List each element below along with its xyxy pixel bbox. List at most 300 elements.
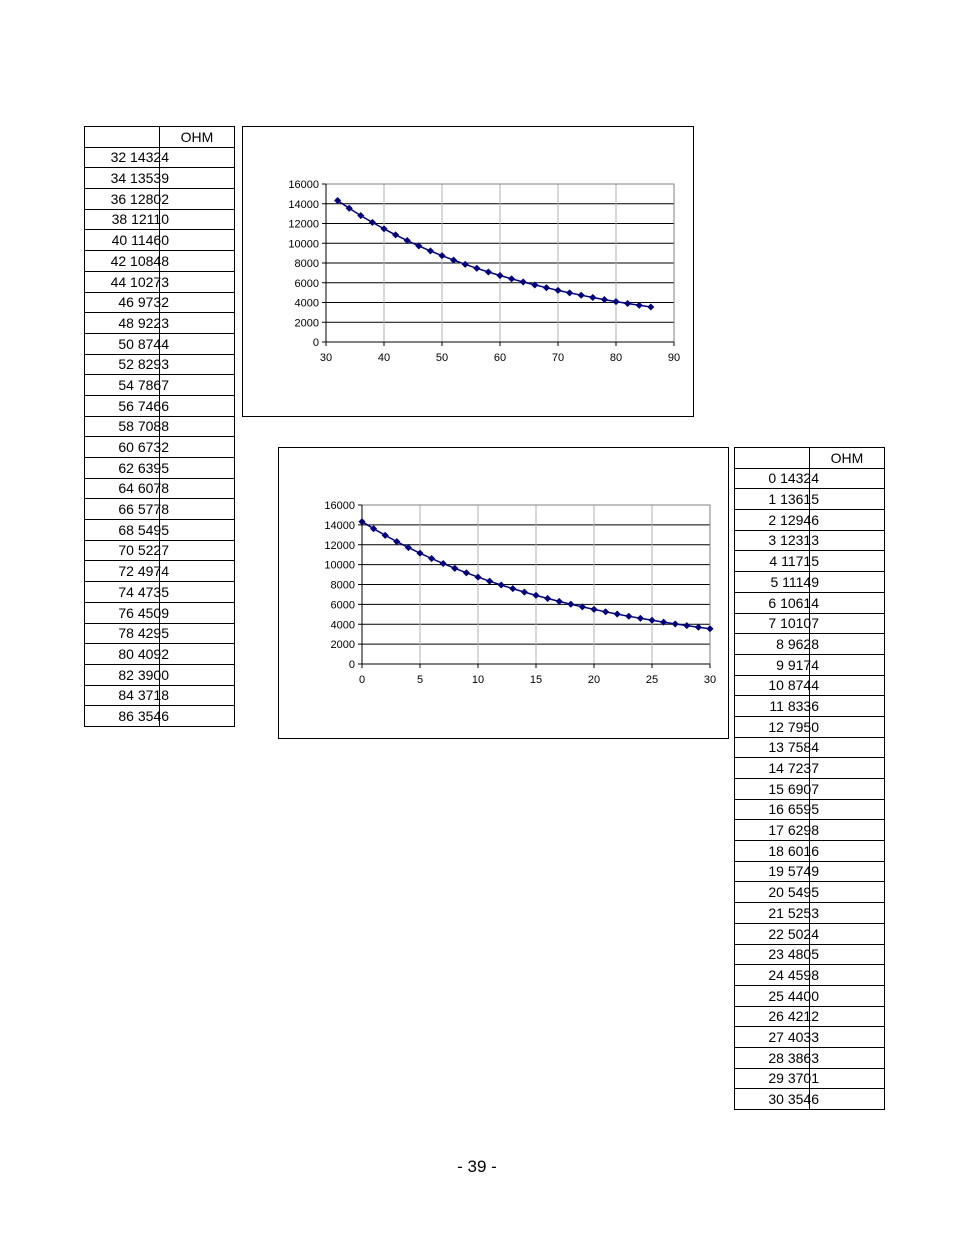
cell-text: 16 6595: [768, 801, 819, 818]
data-point: [508, 276, 515, 283]
table-cell-value: [85, 313, 169, 334]
header-cell-blank: [85, 127, 160, 148]
table-row: [735, 737, 885, 758]
cell-text: 64 6078: [118, 480, 169, 497]
table-row: [735, 820, 885, 841]
cell-text: 27 4033: [768, 1028, 819, 1045]
data-point: [474, 265, 481, 272]
data-point: [510, 585, 517, 592]
table-cell-value: [735, 468, 819, 489]
table-cell-empty: [810, 923, 885, 944]
data-point: [613, 298, 620, 305]
x-tick-label: 40: [377, 352, 391, 364]
cell-text: 50 8744: [118, 335, 169, 352]
data-point: [450, 257, 457, 264]
cell-text: 11 8336: [769, 697, 819, 714]
x-tick-label: 30: [703, 674, 717, 686]
data-point: [405, 544, 412, 551]
table-row: [735, 592, 885, 613]
table-cell-value: [85, 292, 169, 313]
table-cell-empty: [810, 985, 885, 1006]
x-tick-label: 10: [471, 674, 485, 686]
table-cell-value: [735, 489, 819, 510]
data-point: [578, 292, 585, 299]
y-tick-label: 12000: [288, 218, 319, 231]
data-point: [417, 550, 424, 557]
y-tick-label: 10000: [288, 238, 319, 251]
table-row: [85, 499, 235, 520]
table-cell-value: [85, 664, 169, 685]
y-tick-label: 2000: [330, 639, 355, 652]
table-cell-empty: [810, 779, 885, 800]
table-cell-empty: [810, 675, 885, 696]
cell-text: 48 9223: [118, 314, 169, 331]
table-row: [85, 189, 235, 210]
cell-text: 72 4974: [118, 563, 169, 580]
cell-text: 80 4092: [118, 645, 169, 662]
table-cell-empty: [810, 696, 885, 717]
table-row: [735, 510, 885, 531]
table-cell-empty: [810, 882, 885, 903]
cell-text: 82 3900: [118, 666, 169, 683]
table-row: [85, 644, 235, 665]
chart-2-svg: [279, 448, 728, 738]
table-cell-empty: [160, 209, 235, 230]
table-cell-value: [85, 333, 169, 354]
y-tick-label: 2000: [294, 317, 319, 330]
data-point: [544, 595, 551, 602]
table-cell-empty: [810, 716, 885, 737]
table-cell-empty: [810, 1027, 885, 1048]
data-point: [497, 272, 504, 279]
table-cell-empty: [160, 168, 235, 189]
table-cell-empty: [810, 551, 885, 572]
table-cell-value: [735, 613, 819, 634]
table-cell-value: [735, 1068, 819, 1089]
table-header-row: [85, 127, 235, 148]
cell-text: 40 11460: [111, 232, 169, 249]
data-point: [485, 269, 492, 276]
table-row: [735, 965, 885, 986]
table-cell-value: [85, 602, 169, 623]
table-cell-value: [735, 634, 819, 655]
x-tick-label: 60: [493, 352, 507, 364]
cell-text: 54 7867: [118, 376, 169, 393]
cell-text: 9 9174: [776, 656, 819, 673]
table-row: [735, 634, 885, 655]
table-cell-value: [735, 965, 819, 986]
table-cell-value: [85, 230, 169, 251]
table-row: [735, 1089, 885, 1110]
cell-text: 5 11149: [770, 573, 819, 590]
data-point: [649, 617, 656, 624]
cell-text: 28 3863: [768, 1049, 819, 1066]
table-cell-value: [735, 820, 819, 841]
data-point: [626, 613, 633, 620]
y-tick-label: 16000: [324, 500, 355, 512]
cell-text: 12 7950: [768, 718, 819, 735]
table-cell-empty: [810, 965, 885, 986]
table-cell-value: [85, 623, 169, 644]
cell-text: 26 4212: [768, 1008, 819, 1025]
data-point: [591, 606, 598, 613]
cell-text: 46 9732: [118, 294, 169, 311]
table-row: [85, 416, 235, 437]
table-cell-value: [85, 582, 169, 603]
header-cell-blank: [735, 448, 810, 469]
y-tick-label: 4000: [330, 619, 355, 632]
table-cell-empty: [160, 354, 235, 375]
table-cell-value: [735, 903, 819, 924]
data-point: [556, 598, 563, 605]
table-cell-value: [85, 189, 169, 210]
table-cell-empty: [160, 147, 235, 168]
cell-text: 34 13539: [110, 170, 169, 187]
table-cell-empty: [810, 468, 885, 489]
cell-text: 44 10273: [110, 273, 169, 290]
table-row: [85, 458, 235, 479]
table-row: [735, 923, 885, 944]
cell-text: 86 3546: [118, 707, 169, 724]
data-point: [672, 621, 679, 628]
header-cell-ohm: OHM: [160, 127, 235, 148]
cell-text: 6 10614: [768, 594, 819, 611]
table-cell-empty: [810, 1047, 885, 1068]
cell-text: 1 13615: [768, 491, 819, 508]
cell-text: 8 9628: [776, 635, 819, 652]
table-row: [735, 654, 885, 675]
cell-text: 15 6907: [768, 780, 819, 797]
data-point: [392, 232, 399, 239]
table-cell-empty: [810, 944, 885, 965]
table-cell-empty: [810, 841, 885, 862]
table-cell-value: [85, 354, 169, 375]
table-cell-value: [735, 592, 819, 613]
data-point: [381, 226, 388, 233]
table-cell-value: [735, 923, 819, 944]
table-row: [735, 696, 885, 717]
table-row: [85, 582, 235, 603]
data-point: [648, 304, 655, 311]
table-cell-empty: [160, 623, 235, 644]
y-tick-label: 8000: [294, 258, 319, 270]
table-row: [735, 675, 885, 696]
table-cell-value: [735, 799, 819, 820]
cell-text: 62 6395: [118, 459, 169, 476]
x-tick-label: 30: [319, 352, 333, 364]
table-cell-empty: [160, 644, 235, 665]
table-row: [85, 478, 235, 499]
x-tick-label: 25: [645, 674, 659, 686]
cell-text: 25 4400: [768, 987, 819, 1004]
table-row: [85, 685, 235, 706]
chart-1-svg: [243, 127, 693, 416]
cell-text: 7 10107: [768, 615, 819, 632]
header-cell-ohm: OHM: [810, 448, 885, 469]
data-point: [498, 582, 505, 589]
table-cell-value: [85, 540, 169, 561]
table-row: [735, 882, 885, 903]
table-cell-empty: [160, 437, 235, 458]
table-row: [85, 520, 235, 541]
table-row: [85, 561, 235, 582]
table-cell-value: [735, 985, 819, 1006]
cell-text: 14 7237: [768, 760, 819, 776]
table-cell-empty: [810, 903, 885, 924]
cell-text: 10 8744: [768, 677, 819, 694]
table-row: [85, 230, 235, 251]
cell-text: 52 8293: [118, 356, 169, 373]
table-cell-empty: [810, 1006, 885, 1027]
ohm-table-right: [734, 447, 885, 1110]
cell-text: 19 5749: [768, 863, 819, 880]
page-number: - 39 -: [457, 1157, 497, 1176]
table-row: [735, 1047, 885, 1068]
table-cell-empty: [160, 602, 235, 623]
data-point: [382, 532, 389, 539]
table-row: [85, 292, 235, 313]
y-tick-label: 6000: [294, 277, 319, 290]
data-point: [452, 565, 459, 572]
table-cell-empty: [810, 510, 885, 531]
cell-text: 30 3546: [768, 1091, 819, 1107]
cell-text: 2 12946: [768, 511, 819, 528]
table-cell-empty: [810, 654, 885, 675]
table-cell-value: [735, 510, 819, 531]
cell-text: 4 11715: [769, 553, 819, 570]
table-cell-value: [85, 147, 169, 168]
cell-text: 76 4509: [118, 604, 169, 621]
table-cell-value: [85, 644, 169, 665]
table-cell-empty: [160, 375, 235, 396]
table-cell-empty: [160, 706, 235, 727]
table-cell-value: [735, 551, 819, 572]
table-cell-value: [85, 520, 169, 541]
data-point: [555, 287, 562, 294]
cell-text: 60 6732: [118, 439, 169, 455]
data-point: [463, 570, 470, 577]
table-cell-empty: [160, 395, 235, 416]
x-tick-label: 15: [529, 674, 543, 686]
cell-text: 84 3718: [118, 687, 169, 704]
table-cell-empty: [810, 530, 885, 551]
table-cell-empty: [160, 582, 235, 603]
table-cell-value: [85, 561, 169, 582]
table-cell-empty: [810, 820, 885, 841]
data-point: [601, 296, 608, 303]
y-tick-label: 4000: [294, 297, 319, 310]
table-cell-value: [735, 1006, 819, 1027]
cell-text: 58 7088: [118, 418, 169, 435]
cell-text: 56 7466: [118, 397, 169, 414]
y-tick-label: 10000: [324, 559, 355, 572]
table-cell-value: [735, 944, 819, 965]
table-row: [85, 706, 235, 727]
table-cell-value: [735, 1047, 819, 1068]
cell-text: 24 4598: [768, 966, 819, 983]
table-cell-value: [85, 416, 169, 437]
y-tick-label: 14000: [288, 198, 319, 211]
data-point: [590, 294, 597, 301]
table-cell-value: [85, 685, 169, 706]
cell-text: 66 5778: [118, 501, 169, 518]
table-cell-empty: [160, 520, 235, 541]
x-tick-label: 80: [609, 352, 623, 364]
table-cell-empty: [810, 613, 885, 634]
table-row: [85, 251, 235, 272]
table-cell-empty: [160, 416, 235, 437]
table-cell-value: [735, 861, 819, 882]
y-tick-label: 0: [348, 659, 355, 671]
table-row: [85, 540, 235, 561]
table-cell-empty: [160, 499, 235, 520]
chart-temperature-resistance: [242, 126, 694, 417]
data-point: [543, 284, 550, 291]
table-row: [85, 623, 235, 644]
data-point: [602, 608, 609, 615]
table-cell-empty: [160, 664, 235, 685]
table-row: [735, 489, 885, 510]
table-row: [735, 613, 885, 634]
table-cell-empty: [160, 333, 235, 354]
cell-text: 38 12110: [111, 211, 169, 228]
table-cell-empty: [160, 313, 235, 334]
table-row: [735, 985, 885, 1006]
table-cell-value: [735, 1027, 819, 1048]
table-row: [85, 168, 235, 189]
table-cell-empty: [160, 251, 235, 272]
table-cell-empty: [160, 292, 235, 313]
table-cell-value: [85, 168, 169, 189]
table-row: [735, 758, 885, 779]
table-row: [735, 1027, 885, 1048]
data-point: [568, 601, 575, 608]
table-header-row: [735, 448, 885, 469]
table-row: [735, 861, 885, 882]
data-point: [566, 290, 573, 297]
cell-text: 36 12802: [110, 190, 169, 207]
table-cell-empty: [160, 189, 235, 210]
table-row: [85, 313, 235, 334]
cell-text: 42 10848: [110, 252, 169, 269]
cell-text: 68 5495: [118, 521, 169, 538]
cell-text: 13 7584: [768, 739, 819, 756]
cell-text: 20 5495: [768, 884, 819, 901]
table-cell-empty: [810, 1089, 885, 1110]
table-cell-value: [735, 675, 819, 696]
cell-text: 29 3701: [768, 1070, 819, 1087]
table-row: [735, 551, 885, 572]
data-point: [462, 261, 469, 268]
cell-text: 18 6016: [768, 842, 819, 859]
table-cell-value: [85, 706, 169, 727]
cell-text: 32 14324: [110, 149, 169, 166]
table-cell-empty: [160, 685, 235, 706]
table-cell-empty: [810, 799, 885, 820]
table-row: [735, 779, 885, 800]
x-tick-label: 20: [587, 674, 601, 686]
cell-text: 23 4805: [768, 946, 819, 963]
x-tick-label: 0: [358, 674, 366, 686]
table-row: [85, 333, 235, 354]
x-tick-label: 5: [416, 674, 424, 686]
table-cell-value: [735, 737, 819, 758]
table-cell-empty: [160, 230, 235, 251]
table-row: [735, 1006, 885, 1027]
table-cell-empty: [160, 458, 235, 479]
table-row: [735, 572, 885, 593]
data-point: [533, 592, 540, 599]
y-tick-label: 12000: [324, 539, 355, 552]
table-row: [735, 799, 885, 820]
table-cell-value: [85, 209, 169, 230]
data-point: [370, 525, 377, 532]
y-tick-label: 14000: [324, 519, 355, 532]
table-cell-value: [735, 572, 819, 593]
table-row: [735, 841, 885, 862]
cell-text: 21 5253: [768, 904, 819, 921]
table-row: [85, 602, 235, 623]
table-row: [85, 271, 235, 292]
ohm-table-left: [84, 126, 235, 727]
data-point: [486, 578, 493, 585]
table-cell-empty: [810, 489, 885, 510]
cell-text: 0 14324: [768, 470, 819, 487]
data-point: [521, 589, 528, 596]
table-cell-value: [85, 251, 169, 272]
data-point: [439, 252, 446, 259]
table-cell-value: [735, 882, 819, 903]
table-cell-value: [735, 530, 819, 551]
data-point: [475, 574, 482, 581]
table-cell-value: [85, 458, 169, 479]
table-cell-empty: [810, 861, 885, 882]
table-row: [85, 375, 235, 396]
x-tick-label: 90: [667, 352, 681, 364]
table-cell-value: [85, 271, 169, 292]
cell-text: 70 5227: [118, 542, 169, 559]
cell-text: 17 6298: [768, 822, 819, 839]
table-cell-empty: [160, 271, 235, 292]
table-row: [735, 716, 885, 737]
data-point: [440, 560, 447, 567]
table-row: [735, 1068, 885, 1089]
table-row: [735, 944, 885, 965]
table-cell-value: [85, 375, 169, 396]
table-row: [85, 354, 235, 375]
series-line: [338, 201, 651, 307]
table-cell-empty: [810, 572, 885, 593]
table-cell-value: [735, 1089, 819, 1110]
data-point: [369, 219, 376, 226]
cell-text: 74 4735: [118, 583, 169, 600]
y-tick-label: 6000: [330, 599, 355, 612]
data-point: [624, 300, 631, 307]
data-point: [520, 279, 527, 286]
data-point: [427, 248, 434, 255]
table-row: [85, 147, 235, 168]
table-cell-empty: [160, 561, 235, 582]
table-cell-value: [735, 841, 819, 862]
table-cell-empty: [810, 758, 885, 779]
table-cell-value: [85, 499, 169, 520]
table-cell-empty: [160, 540, 235, 561]
data-point: [637, 615, 644, 622]
table-row: [735, 530, 885, 551]
x-tick-label: 70: [551, 352, 565, 364]
table-cell-empty: [810, 634, 885, 655]
data-point: [394, 538, 401, 545]
